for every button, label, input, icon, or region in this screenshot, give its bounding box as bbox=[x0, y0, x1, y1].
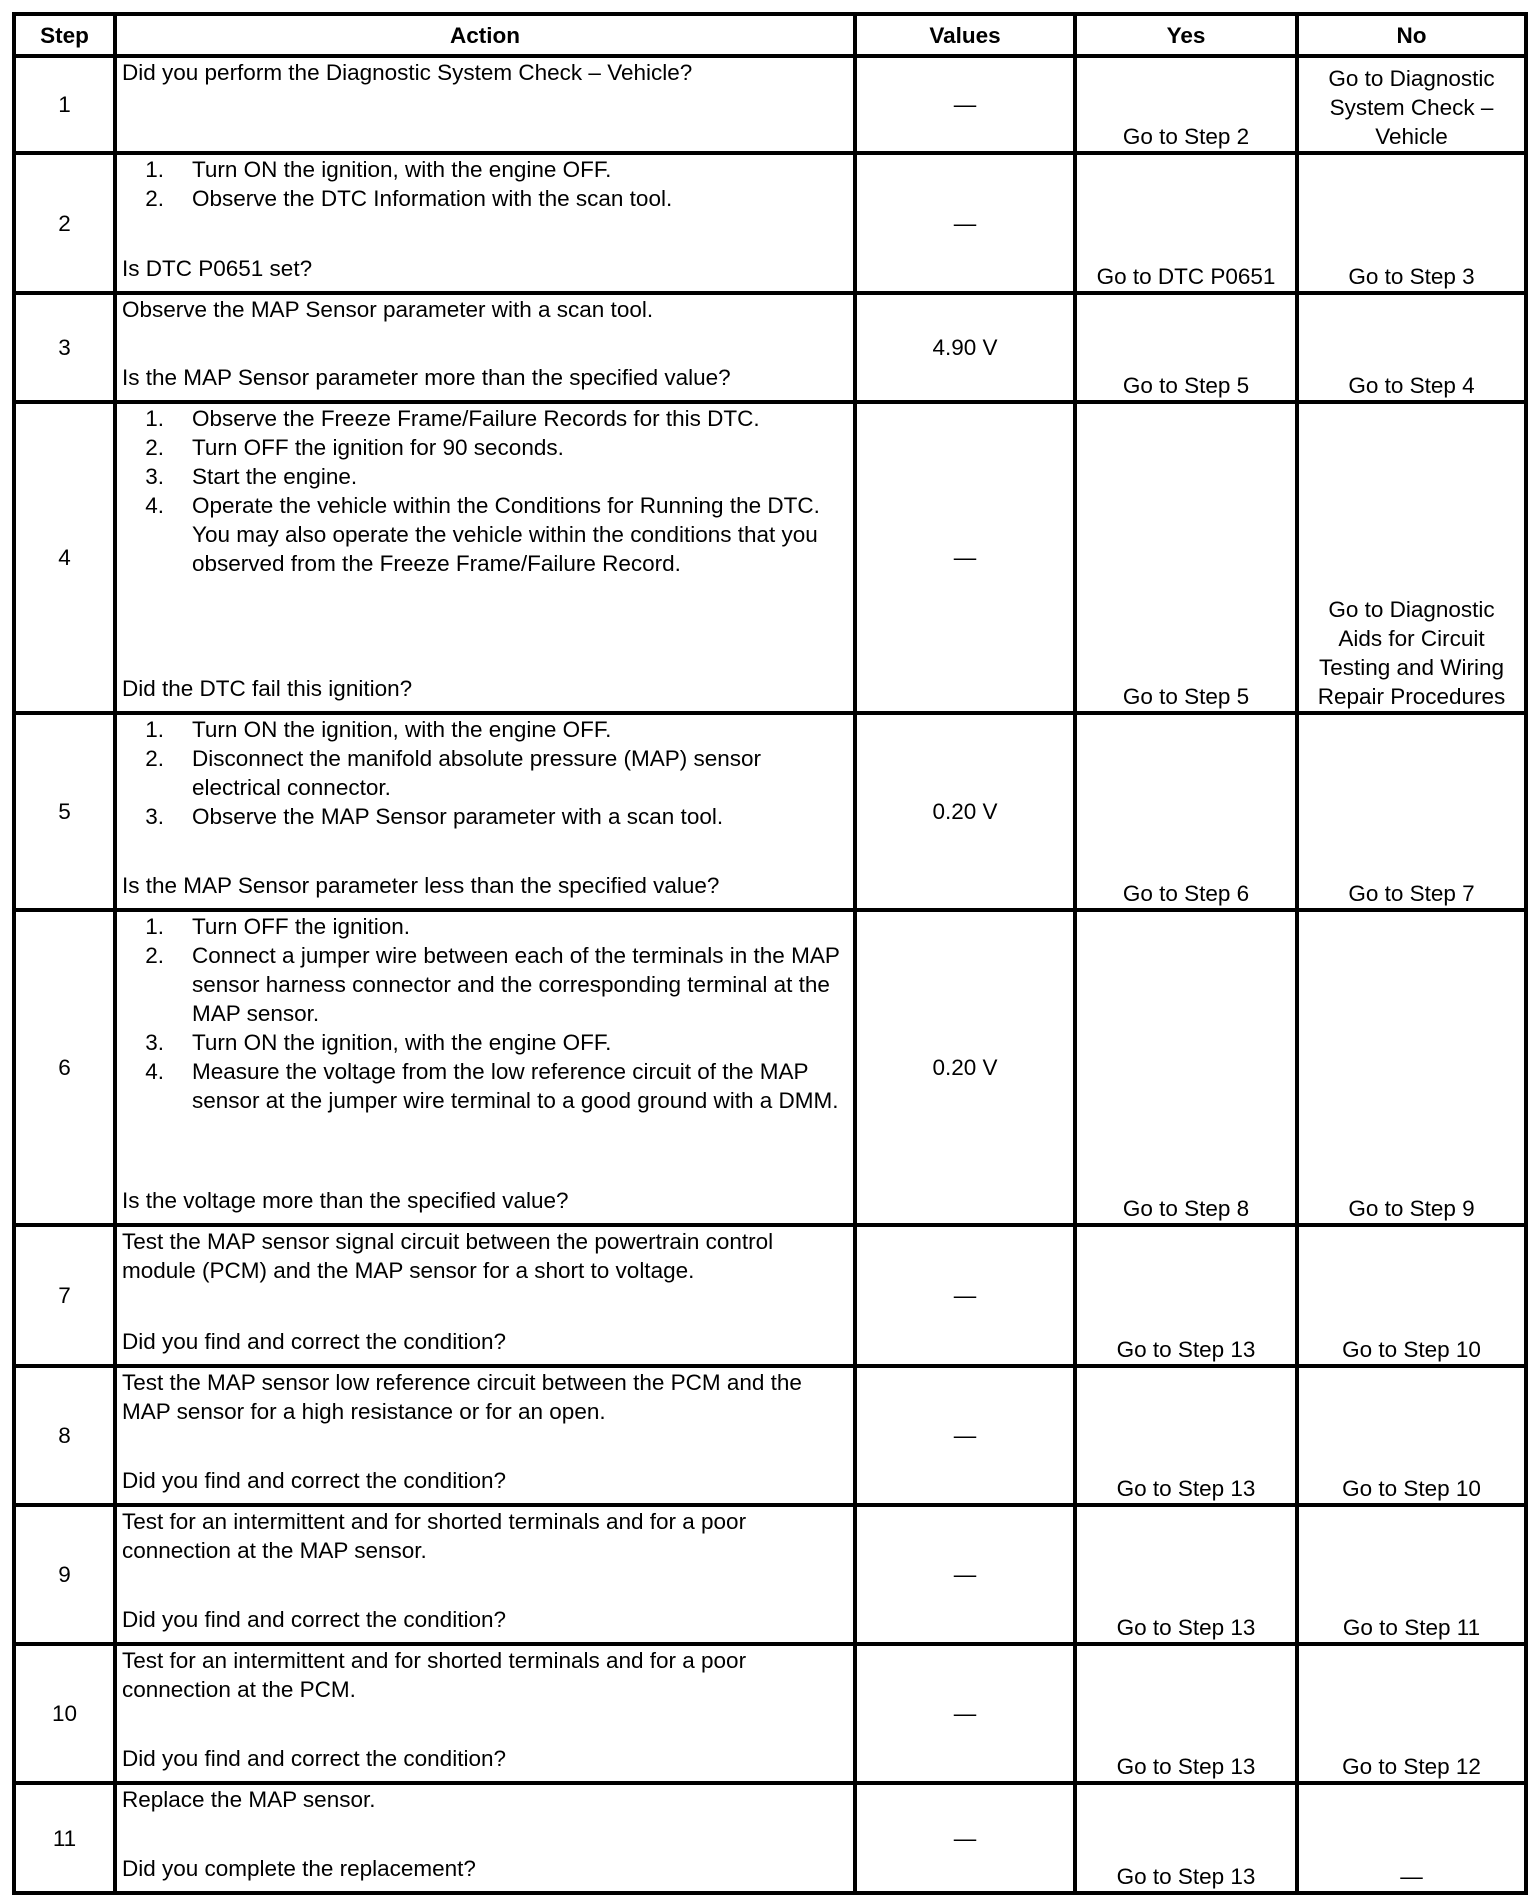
step-number: 7 bbox=[14, 1225, 115, 1366]
action-intro: Test the MAP sensor signal circuit between the powertrain control module (PCM) and the MAP sensor for a short to voltage. bbox=[122, 1229, 774, 1283]
action-cell bbox=[115, 1783, 855, 1893]
list-item-number: 3. bbox=[145, 464, 164, 489]
list-item bbox=[122, 1057, 848, 1115]
action-content bbox=[122, 1507, 848, 1634]
action-question: Did you find and correct the condition? bbox=[122, 1468, 506, 1493]
no-cell: Go to Step 3 bbox=[1297, 153, 1526, 293]
values-cell: — bbox=[855, 1783, 1075, 1893]
action-instructions bbox=[122, 1646, 848, 1704]
action-instructions bbox=[122, 404, 848, 578]
action-content bbox=[122, 1227, 848, 1356]
action-question: Is the MAP Sensor parameter more than the specified value? bbox=[122, 365, 731, 390]
list-item bbox=[122, 715, 848, 744]
values-cell: — bbox=[855, 153, 1075, 293]
action-steps-list bbox=[122, 155, 848, 213]
action-instructions bbox=[122, 715, 848, 831]
yes-cell: Go to Step 6 bbox=[1075, 713, 1297, 910]
list-item-number: 4. bbox=[145, 1059, 164, 1084]
action-content bbox=[122, 1646, 848, 1773]
header-yes: Yes bbox=[1075, 14, 1297, 56]
step-number: 4 bbox=[14, 402, 115, 713]
action-content bbox=[122, 58, 848, 143]
no-cell: Go to Diagnostic System Check – Vehicle bbox=[1297, 56, 1526, 153]
list-item bbox=[122, 912, 848, 941]
yes-cell: Go to Step 13 bbox=[1075, 1366, 1297, 1505]
action-question: Did you complete the replacement? bbox=[122, 1856, 476, 1881]
action-cell bbox=[115, 153, 855, 293]
values-cell: — bbox=[855, 1225, 1075, 1366]
header-values: Values bbox=[855, 14, 1075, 56]
list-item-text: Turn ON the ignition, with the engine OFF. bbox=[192, 157, 612, 182]
list-item-text: Start the engine. bbox=[192, 464, 358, 489]
step-number: 9 bbox=[14, 1505, 115, 1644]
table-row bbox=[14, 153, 1526, 293]
action-steps-list bbox=[122, 404, 848, 578]
table-row bbox=[14, 713, 1526, 910]
table-row bbox=[14, 56, 1526, 153]
action-intro: Observe the MAP Sensor parameter with a scan tool. bbox=[122, 297, 654, 322]
action-intro: Did you perform the Diagnostic System Check – Vehicle? bbox=[122, 60, 693, 85]
list-item-text: Connect a jumper wire between each of the terminals in the MAP sensor harness connector and the corresponding terminal at the MAP sensor. bbox=[192, 943, 840, 1026]
action-cell bbox=[115, 402, 855, 713]
action-instructions bbox=[122, 58, 848, 87]
yes-cell: Go to DTC P0651 bbox=[1075, 153, 1297, 293]
yes-cell: Go to Step 8 bbox=[1075, 910, 1297, 1225]
list-item-text: Disconnect the manifold absolute pressure (MAP) sensor electrical connector. bbox=[192, 746, 762, 800]
no-cell: Go to Step 12 bbox=[1297, 1644, 1526, 1783]
yes-cell: Go to Step 5 bbox=[1075, 402, 1297, 713]
action-question: Is the MAP Sensor parameter less than the specified value? bbox=[122, 873, 720, 898]
yes-cell: Go to Step 13 bbox=[1075, 1225, 1297, 1366]
action-steps-list bbox=[122, 715, 848, 831]
list-item-number: 2. bbox=[145, 943, 164, 968]
action-instructions bbox=[122, 295, 848, 324]
values-cell: 0.20 V bbox=[855, 910, 1075, 1225]
header-row bbox=[14, 14, 1526, 56]
no-cell: Go to Step 10 bbox=[1297, 1225, 1526, 1366]
action-content bbox=[122, 1785, 848, 1883]
list-item bbox=[122, 941, 848, 1028]
header-action: Action bbox=[115, 14, 855, 56]
list-item-text: Observe the MAP Sensor parameter with a scan tool. bbox=[192, 804, 724, 829]
action-intro: Test the MAP sensor low reference circuit between the PCM and the MAP sensor for a high resistance or for an open. bbox=[122, 1370, 802, 1424]
diagnostic-table bbox=[12, 12, 1528, 1895]
action-instructions bbox=[122, 1507, 848, 1565]
action-instructions bbox=[122, 155, 848, 213]
list-item-number: 4. bbox=[145, 493, 164, 518]
list-item-text: Measure the voltage from the low reference circuit of the MAP sensor at the jumper wire terminal to a good ground with a DMM. bbox=[192, 1059, 839, 1113]
values-cell: — bbox=[855, 402, 1075, 713]
action-content bbox=[122, 295, 848, 392]
action-cell bbox=[115, 1366, 855, 1505]
no-cell: Go to Diagnostic Aids for Circuit Testing and Wiring Repair Procedures bbox=[1297, 402, 1526, 713]
step-number: 2 bbox=[14, 153, 115, 293]
list-item-text: Turn OFF the ignition. bbox=[192, 914, 411, 939]
list-item bbox=[122, 1028, 848, 1057]
action-instructions bbox=[122, 1368, 848, 1426]
list-item-text: Observe the Freeze Frame/Failure Records for this DTC. bbox=[192, 406, 760, 431]
list-item bbox=[122, 433, 848, 462]
action-content bbox=[122, 404, 848, 703]
list-item-number: 3. bbox=[145, 1030, 164, 1055]
action-question: Did the DTC fail this ignition? bbox=[122, 676, 413, 701]
action-question: Is DTC P0651 set? bbox=[122, 256, 313, 281]
header-no: No bbox=[1297, 14, 1526, 56]
list-item-number: 2. bbox=[145, 186, 164, 211]
values-cell: 4.90 V bbox=[855, 293, 1075, 402]
action-intro: Test for an intermittent and for shorted terminals and for a poor connection at the MAP sensor. bbox=[122, 1509, 747, 1563]
list-item-text: Observe the DTC Information with the scan tool. bbox=[192, 186, 673, 211]
values-cell: — bbox=[855, 1644, 1075, 1783]
action-steps-list bbox=[122, 912, 848, 1115]
table-row bbox=[14, 1366, 1526, 1505]
step-number: 3 bbox=[14, 293, 115, 402]
action-cell bbox=[115, 293, 855, 402]
action-instructions bbox=[122, 912, 848, 1115]
list-item-number: 1. bbox=[145, 717, 164, 742]
action-instructions bbox=[122, 1227, 848, 1285]
action-cell bbox=[115, 910, 855, 1225]
header-step: Step bbox=[14, 14, 115, 56]
no-cell: Go to Step 11 bbox=[1297, 1505, 1526, 1644]
action-cell bbox=[115, 1505, 855, 1644]
list-item bbox=[122, 491, 848, 578]
values-cell: — bbox=[855, 1366, 1075, 1505]
values-cell: 0.20 V bbox=[855, 713, 1075, 910]
step-number: 10 bbox=[14, 1644, 115, 1783]
action-cell bbox=[115, 56, 855, 153]
list-item bbox=[122, 404, 848, 433]
list-item bbox=[122, 155, 848, 184]
values-cell: — bbox=[855, 56, 1075, 153]
table-row bbox=[14, 1783, 1526, 1893]
list-item bbox=[122, 462, 848, 491]
table-row bbox=[14, 910, 1526, 1225]
no-cell: Go to Step 9 bbox=[1297, 910, 1526, 1225]
diagnostic-page bbox=[12, 12, 1524, 1895]
table-row bbox=[14, 1225, 1526, 1366]
table-row bbox=[14, 1505, 1526, 1644]
action-content bbox=[122, 715, 848, 900]
list-item-number: 1. bbox=[145, 406, 164, 431]
list-item bbox=[122, 744, 848, 802]
step-number: 5 bbox=[14, 713, 115, 910]
list-item-text: Turn ON the ignition, with the engine OFF. bbox=[192, 1030, 612, 1055]
yes-cell: Go to Step 13 bbox=[1075, 1783, 1297, 1893]
list-item-number: 1. bbox=[145, 914, 164, 939]
action-intro: Test for an intermittent and for shorted terminals and for a poor connection at the PCM. bbox=[122, 1648, 747, 1702]
action-cell bbox=[115, 713, 855, 910]
table-row bbox=[14, 1644, 1526, 1783]
values-cell: — bbox=[855, 1505, 1075, 1644]
no-cell: Go to Step 7 bbox=[1297, 713, 1526, 910]
step-number: 1 bbox=[14, 56, 115, 153]
yes-cell: Go to Step 5 bbox=[1075, 293, 1297, 402]
list-item-text: Turn ON the ignition, with the engine OFF. bbox=[192, 717, 612, 742]
yes-cell: Go to Step 13 bbox=[1075, 1644, 1297, 1783]
table-row bbox=[14, 293, 1526, 402]
list-item bbox=[122, 184, 848, 213]
list-item bbox=[122, 802, 848, 831]
list-item-text: Turn OFF the ignition for 90 seconds. bbox=[192, 435, 564, 460]
action-content bbox=[122, 912, 848, 1215]
no-cell: Go to Step 10 bbox=[1297, 1366, 1526, 1505]
table-row bbox=[14, 402, 1526, 713]
list-item-number: 3. bbox=[145, 804, 164, 829]
action-question: Did you find and correct the condition? bbox=[122, 1329, 506, 1354]
action-content bbox=[122, 155, 848, 283]
list-item-number: 2. bbox=[145, 435, 164, 460]
step-number: 11 bbox=[14, 1783, 115, 1893]
action-cell bbox=[115, 1225, 855, 1366]
yes-cell: Go to Step 2 bbox=[1075, 56, 1297, 153]
step-number: 6 bbox=[14, 910, 115, 1225]
list-item-number: 1. bbox=[145, 157, 164, 182]
list-item-text: Operate the vehicle within the Conditions for Running the DTC. You may also operate the vehicle within the conditions that you observed from the Freeze Frame/Failure Record. bbox=[192, 493, 820, 576]
action-intro: Replace the MAP sensor. bbox=[122, 1787, 376, 1812]
no-cell: — bbox=[1297, 1783, 1526, 1893]
no-cell: Go to Step 4 bbox=[1297, 293, 1526, 402]
table-body bbox=[14, 56, 1526, 1893]
yes-cell: Go to Step 13 bbox=[1075, 1505, 1297, 1644]
action-question: Did you find and correct the condition? bbox=[122, 1607, 506, 1632]
action-question: Did you find and correct the condition? bbox=[122, 1746, 506, 1771]
action-instructions bbox=[122, 1785, 848, 1814]
action-question: Is the voltage more than the specified value? bbox=[122, 1188, 569, 1213]
list-item-number: 2. bbox=[145, 746, 164, 771]
action-cell bbox=[115, 1644, 855, 1783]
action-content bbox=[122, 1368, 848, 1495]
step-number: 8 bbox=[14, 1366, 115, 1505]
